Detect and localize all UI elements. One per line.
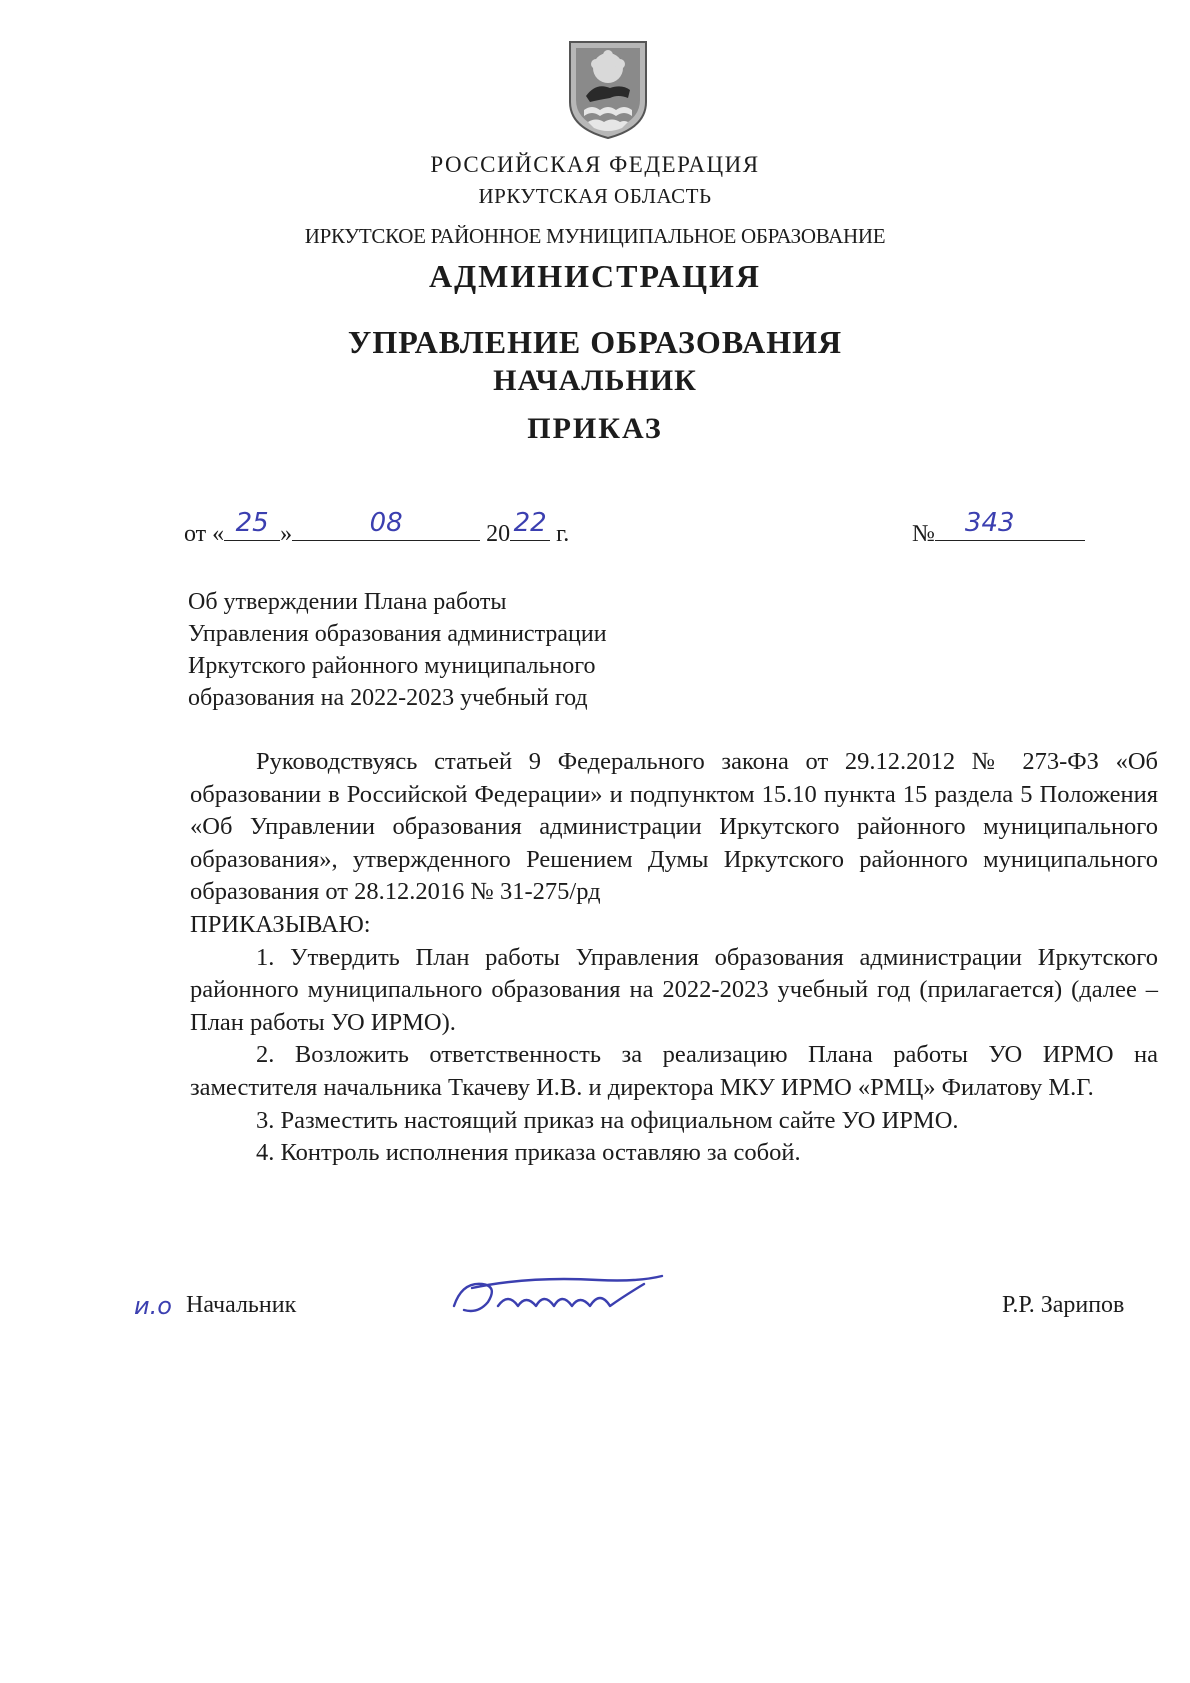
order-command: ПРИКАЗЫВАЮ: bbox=[190, 910, 371, 938]
order-body bbox=[190, 746, 1158, 1170]
municipality-heading: ИРКУТСКОЕ РАЙОННОЕ МУНИЦИПАЛЬНОЕ ОБРАЗОВАНИЕ bbox=[304, 224, 886, 248]
order-date bbox=[184, 508, 570, 548]
acting-prefix-handwritten: и.о bbox=[134, 1292, 172, 1320]
region-heading: ИРКУТСКАЯ ОБЛАСТЬ bbox=[478, 184, 712, 208]
number-value: 343 bbox=[964, 508, 1015, 538]
order-item-4: 4. Контроль исполнения приказа оставляю за собой. bbox=[256, 1139, 801, 1167]
date-year-value: 22 bbox=[513, 508, 547, 538]
date-year-field bbox=[510, 508, 550, 541]
handwritten-signature bbox=[448, 1262, 668, 1332]
department-heading: УПРАВЛЕНИЕ ОБРАЗОВАНИЯ bbox=[347, 324, 843, 360]
order-number bbox=[912, 508, 1085, 548]
country-heading: РОССИЙСКАЯ ФЕДЕРАЦИЯ bbox=[430, 152, 760, 177]
subject-line: Об утверждении Плана работы bbox=[188, 589, 507, 615]
administration-heading: АДМИНИСТРАЦИЯ bbox=[429, 258, 761, 294]
date-year-prefix: 20 bbox=[486, 521, 511, 547]
date-prefix: от « bbox=[184, 521, 225, 547]
date-mid: » bbox=[280, 521, 293, 547]
order-subject bbox=[188, 586, 607, 714]
signatory-name: Р.Р. Зарипов bbox=[1002, 1292, 1125, 1318]
date-month-value: 08 bbox=[369, 508, 403, 538]
date-day-field bbox=[224, 508, 280, 541]
number-label: № bbox=[912, 521, 935, 547]
date-year-end: г. bbox=[556, 521, 570, 547]
date-month-field bbox=[292, 508, 480, 541]
document-type-heading: ПРИКАЗ bbox=[527, 412, 663, 445]
subject-line: Управления образования администрации bbox=[188, 621, 607, 647]
coat-of-arms-icon bbox=[566, 38, 650, 142]
order-item-3: 3. Разместить настоящий приказ на официальном сайте УО ИРМО. bbox=[256, 1106, 959, 1134]
subject-line: Иркутского районного муниципального bbox=[188, 653, 596, 679]
number-field bbox=[935, 508, 1085, 541]
date-day-value: 25 bbox=[235, 508, 269, 538]
head-heading: НАЧАЛЬНИК bbox=[493, 364, 697, 397]
subject-line: образования на 2022-2023 учебный год bbox=[188, 685, 588, 711]
preamble-paragraph: Руководствуясь статьей 9 Федерального закона от 29.12.2012 № 273-ФЗ «Об образовании в Российской Федерации» и подпунктом 15.10 пункта 15 раздела 5 Положения «Об Управлении образования администрации Иркутского районного муниципального образования», утвержденного Решением Думы Иркутского районного муниципального образования от 28.12.2016 № 31-275/рд bbox=[190, 748, 1158, 906]
order-item-1: 1. Утвердить План работы Управления образования администрации Иркутского районного муниципального образования на 2022-2023 учебный год (прилагается) (далее – План работы УО ИРМО). bbox=[190, 943, 1158, 1036]
order-item-2: 2. Возложить ответственность за реализацию Плана работы УО ИРМО на заместителя начальника Ткачеву И.В. и директора МКУ ИРМО «РМЦ» Филатову М.Г. bbox=[190, 1041, 1158, 1101]
signatory-position: Начальник bbox=[186, 1292, 297, 1318]
